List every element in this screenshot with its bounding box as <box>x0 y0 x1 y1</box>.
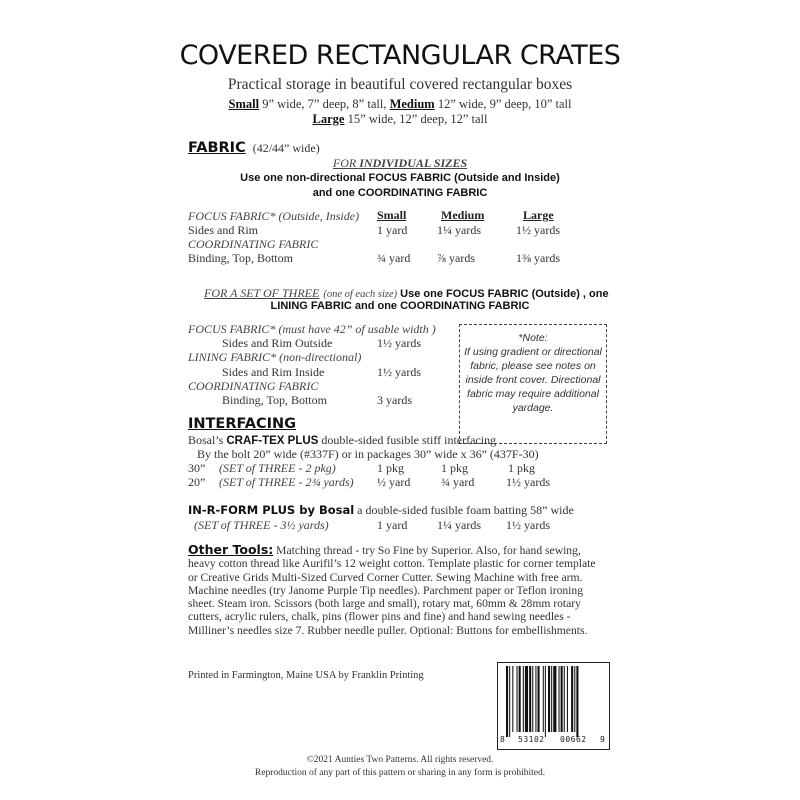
barcode-left-digit: 8 <box>500 735 505 744</box>
sides-rim-small: 1 yard <box>377 223 408 237</box>
barcode-bars <box>498 663 608 748</box>
column-large: Large <box>523 208 554 222</box>
set-line-1: Use one FOCUS FABRIC (Outside) , one <box>397 288 609 300</box>
set-row-sides-outside: Sides and Rim Outside <box>222 336 333 350</box>
footer-copyright: ©2021 Aunties Two Patterns. All rights reserved. <box>306 755 494 765</box>
fabric-heading-row <box>188 139 320 157</box>
set-heading: FOR A SET OF THREE <box>204 286 320 300</box>
barcode <box>497 662 610 750</box>
fabric-heading: FABRIC <box>188 140 246 156</box>
binding-small: ¾ yard <box>377 251 411 265</box>
page-subtitle: Practical storage in beautiful covered rectangular boxes <box>227 76 573 93</box>
other-tools-label: Other Tools: <box>188 542 274 557</box>
individual-heading: INDIVIDUAL SIZES <box>359 156 468 170</box>
set-line-2: LINING FABRIC and one COORDINATING FABRIC <box>270 300 530 312</box>
sides-rim-large: 1½ yards <box>516 223 560 237</box>
individual-line-2: and one COORDINATING FABRIC <box>312 187 488 199</box>
note-line: *Note: <box>518 332 548 344</box>
binding-large: 1⅜ yards <box>516 251 560 265</box>
interfacing-heading: INTERFACING <box>188 416 297 432</box>
sizes-line-1 <box>0 97 800 112</box>
note-line: inside front cover. Directional <box>465 374 601 386</box>
printed-line: Printed in Farmington, Maine USA by Franklin Printing <box>188 670 424 681</box>
interfacing-30-small: 1 pkg <box>377 461 404 475</box>
set-row-coordinating: COORDINATING FABRIC <box>188 379 319 393</box>
row-label-coordinating: COORDINATING FABRIC <box>188 237 319 251</box>
fabric-width-note: (42/44” wide) <box>252 141 320 155</box>
set-value-sides-inside: 1½ yards <box>377 365 421 379</box>
size-large-dims: 15” wide, 12” deep, 12” tall <box>344 112 488 126</box>
inrform-small: 1 yard <box>377 518 408 532</box>
craftex-product: CRAF-TEX PLUS <box>226 435 319 447</box>
sizes-line-2 <box>0 112 800 127</box>
barcode-group-1: 53102 <box>518 735 545 744</box>
other-tools-text: Matching thread - try So Fine by Superior. Also, for hand sewing, heavy cotton thread like Aurifil’s 12 weight cotton. Template plastic for corner template or Creative Grids Multi-Sized Curved Corner Cutter. Sewing Machine with free arm. Machine needles (try Janome Purple Tip needles). Parchment paper or Teflon ironing sheet. Steam iron. Scissors (both large and small), rotary mat, 60mm & 28mm rotary cutters, acrylic rulers, chalk, pins (flower pins and fine) and hand sewing needles - Milliner’s needles size 7. Rubber needle puller. Optional: Buttons for embellishments. <box>188 544 596 637</box>
row-label-sides-rim: Sides and Rim <box>188 223 259 237</box>
row-label-focus: FOCUS FABRIC* (Outside, Inside) <box>188 209 360 223</box>
set-row-lining: LINING FABRIC* (non-directional) <box>188 350 362 364</box>
set-row-sides-inside: Sides and Rim Inside <box>222 365 325 379</box>
individual-line-1: Use one non-directional FOCUS FABRIC (Outside and Inside) <box>240 172 560 184</box>
note-line: yardage. <box>512 402 554 414</box>
bosal-prefix: Bosal’s <box>188 433 227 447</box>
set-value-sides-outside: 1½ yards <box>377 336 421 350</box>
set-row-binding: Binding, Top, Bottom <box>222 393 327 407</box>
binding-medium: ⅞ yards <box>437 251 475 265</box>
size-large-label: Large <box>312 112 345 126</box>
craftex-desc: double-sided fusible stiff interfacing <box>318 433 497 447</box>
craftex-line <box>188 433 496 448</box>
interfacing-20-large: 1½ yards <box>506 475 550 489</box>
footer-reproduction: Reproduction of any part of this pattern or sharing in any form is prohibited. <box>254 768 546 778</box>
column-small: Small <box>377 208 407 222</box>
barcode-group-2: 00662 <box>560 735 587 744</box>
interfacing-set-20: (SET of THREE - 2¾ yards) <box>219 475 354 489</box>
column-medium: Medium <box>441 208 485 222</box>
individual-sizes-heading <box>0 156 800 171</box>
interfacing-30-medium: 1 pkg <box>441 461 468 475</box>
note-line: fabric, please see notes on <box>470 360 596 372</box>
inrform-large: 1½ yards <box>506 518 550 532</box>
other-tools-paragraph <box>188 543 608 637</box>
size-small-dims: 9” wide, 7” deep, 8” tall, <box>259 97 390 111</box>
inrform-line <box>188 503 574 518</box>
inrform-desc: a double-sided fusible foam batting 58” wide <box>354 503 574 517</box>
inrform-set: (SET of THREE - 3½ yards) <box>194 518 329 532</box>
set-row-focus: FOCUS FABRIC* (must have 42” of usable width ) <box>188 322 436 336</box>
interfacing-set-30: (SET of THREE - 2 pkg) <box>219 461 336 475</box>
note-box <box>459 324 607 444</box>
page-title: COVERED RECTANGULAR CRATES <box>179 40 621 71</box>
interfacing-30-large: 1 pkg <box>508 461 535 475</box>
interfacing-20-medium: ¾ yard <box>441 475 475 489</box>
inrform-product: IN-R-FORM PLUS by Bosal <box>188 503 355 517</box>
size-medium-dims: 12” wide, 9” deep, 10” tall <box>434 97 572 111</box>
note-line: If using gradient or directional <box>464 346 602 358</box>
row-label-binding: Binding, Top, Bottom <box>188 251 293 265</box>
size-medium-label: Medium <box>389 97 435 111</box>
individual-prefix: FOR <box>332 156 360 170</box>
set-value-binding: 3 yards <box>377 393 412 407</box>
size-small-label: Small <box>228 97 260 111</box>
set-aside: (one of each size) <box>323 289 398 300</box>
bolt-line: By the bolt 20” wide (#337F) or in packages 30” wide x 36” (437F-30) <box>197 447 539 461</box>
note-line: fabric may require additional <box>467 388 599 400</box>
inrform-medium: 1¼ yards <box>437 518 481 532</box>
interfacing-size-20: 20” <box>188 475 206 489</box>
sides-rim-medium: 1¼ yards <box>437 223 481 237</box>
interfacing-size-30: 30” <box>188 461 206 475</box>
interfacing-20-small: ½ yard <box>377 475 411 489</box>
barcode-right-digit: 9 <box>600 735 605 744</box>
